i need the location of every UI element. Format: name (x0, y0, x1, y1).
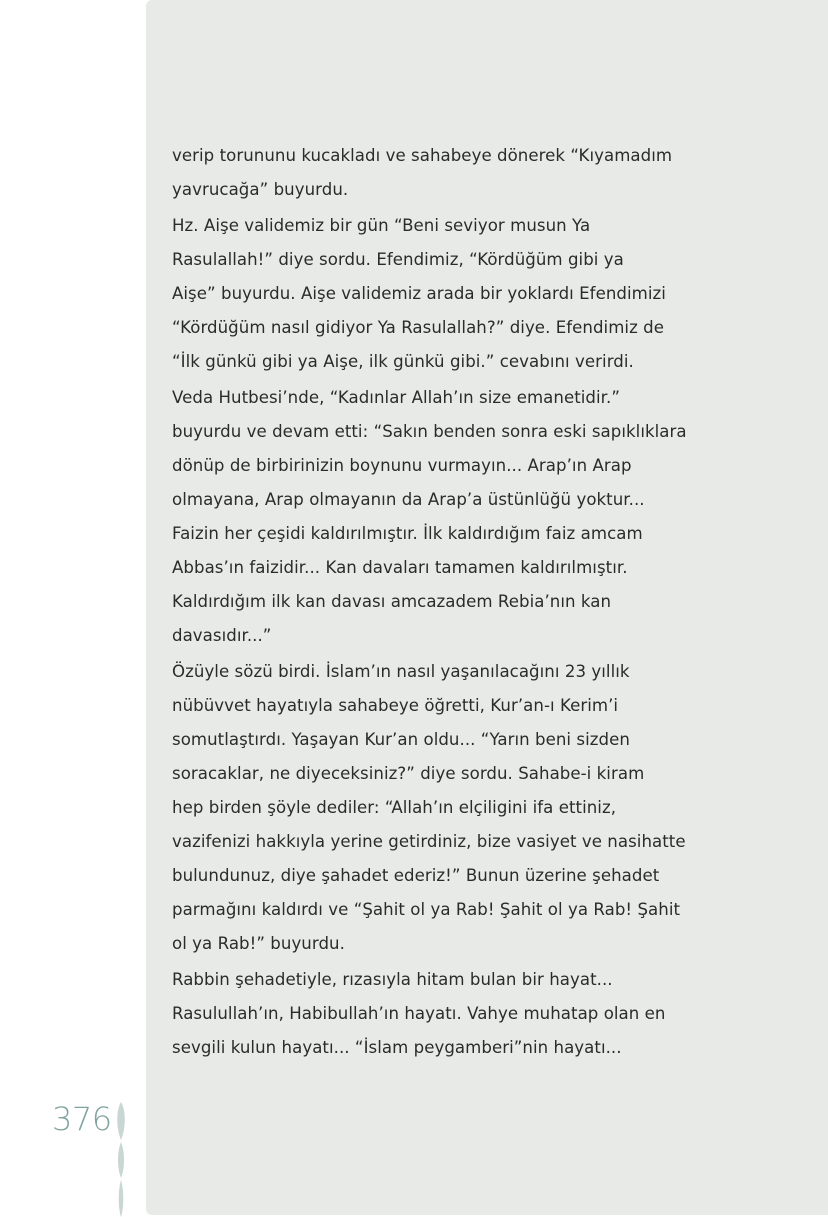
text-line: Rasulullah’ın, Habibullah’ın hayatı. Vahye muhatap olan en (172, 1004, 666, 1023)
text-line: somutlaştırdı. Yaşayan Kur’an oldu... “Yarın beni sizden (172, 730, 630, 749)
text-line: Rasulallah!” diye sordu. Efendimiz, “Kördüğüm gibi ya (172, 250, 624, 269)
paragraph (172, 209, 692, 379)
text-line: Özüyle sözü birdi. İslam’ın nasıl yaşanılacağını 23 yıllık (172, 662, 630, 681)
text-line: nübüvvet hayatıyla sahabeye öğretti, Kur’an-ı Kerim’i (172, 696, 619, 715)
text-line: “Kördüğüm nasıl gidiyor Ya Rasulallah?” diye. Efendimiz de (172, 318, 665, 337)
text-line: soracaklar, ne diyeceksiniz?” diye sordu. Sahabe-i kiram (172, 764, 645, 783)
paragraph (172, 655, 692, 961)
text-line: Veda Hutbesi’nde, “Kadınlar Allah’ın size emanetidir.” (172, 388, 620, 407)
text-line: Rabbin şehadetiyle, rızasıyla hitam bulan bir hayat... (172, 970, 613, 989)
text-line: sevgili kulun hayatı... “İslam peygamberi”nin hayatı... (172, 1038, 622, 1057)
text-line: parmağını kaldırdı ve “Şahit ol ya Rab! Şahit ol ya Rab! Şahit (172, 900, 681, 919)
text-line: olmayana, Arap olmayanın da Arap’a üstünlüğü yoktur... (172, 490, 645, 509)
text-line: Abbas’ın faizidir... Kan davaları tamamen kaldırılmıştır. (172, 558, 628, 577)
page-ornament-icon (112, 1100, 130, 1217)
text-line: verip torununu kucakladı ve sahabeye dönerek “Kıyamadım (172, 146, 673, 165)
body-text (172, 139, 692, 1065)
paragraph (172, 139, 692, 207)
text-line: Aişe” buyurdu. Aişe validemiz arada bir yoklardı Efendimizi (172, 284, 666, 303)
text-line: dönüp de birbirinizin boynunu vurmayın... Arap’ın Arap (172, 456, 632, 475)
text-line: Faizin her çeşidi kaldırılmıştır. İlk kaldırdığım faiz amcam (172, 524, 643, 543)
text-line: Kaldırdığım ilk kan davası amcazadem Rebia’nın kan (172, 592, 612, 611)
paragraph (172, 381, 692, 653)
text-line: vazifenizi hakkıyla yerine getirdiniz, bize vasiyet ve nasihatte (172, 832, 686, 851)
text-line: Hz. Aişe validemiz bir gün “Beni seviyor musun Ya (172, 216, 591, 235)
text-line: bulundunuz, diye şahadet ederiz!” Bunun üzerine şehadet (172, 866, 660, 885)
text-line: davasıdır...” (172, 626, 272, 645)
page-number: 376 (52, 1100, 112, 1138)
text-line: hep birden şöyle dediler: “Allah’ın elçiligini ifa ettiniz, (172, 798, 617, 817)
text-line: “İlk günkü gibi ya Aişe, ilk günkü gibi.” cevabını verirdi. (172, 352, 634, 371)
paragraph (172, 963, 692, 1065)
text-line: buyurdu ve devam etti: “Sakın benden sonra eski sapıklıklara (172, 422, 687, 441)
text-line: ol ya Rab!” buyurdu. (172, 934, 345, 953)
text-line: yavrucağa” buyurdu. (172, 180, 349, 199)
